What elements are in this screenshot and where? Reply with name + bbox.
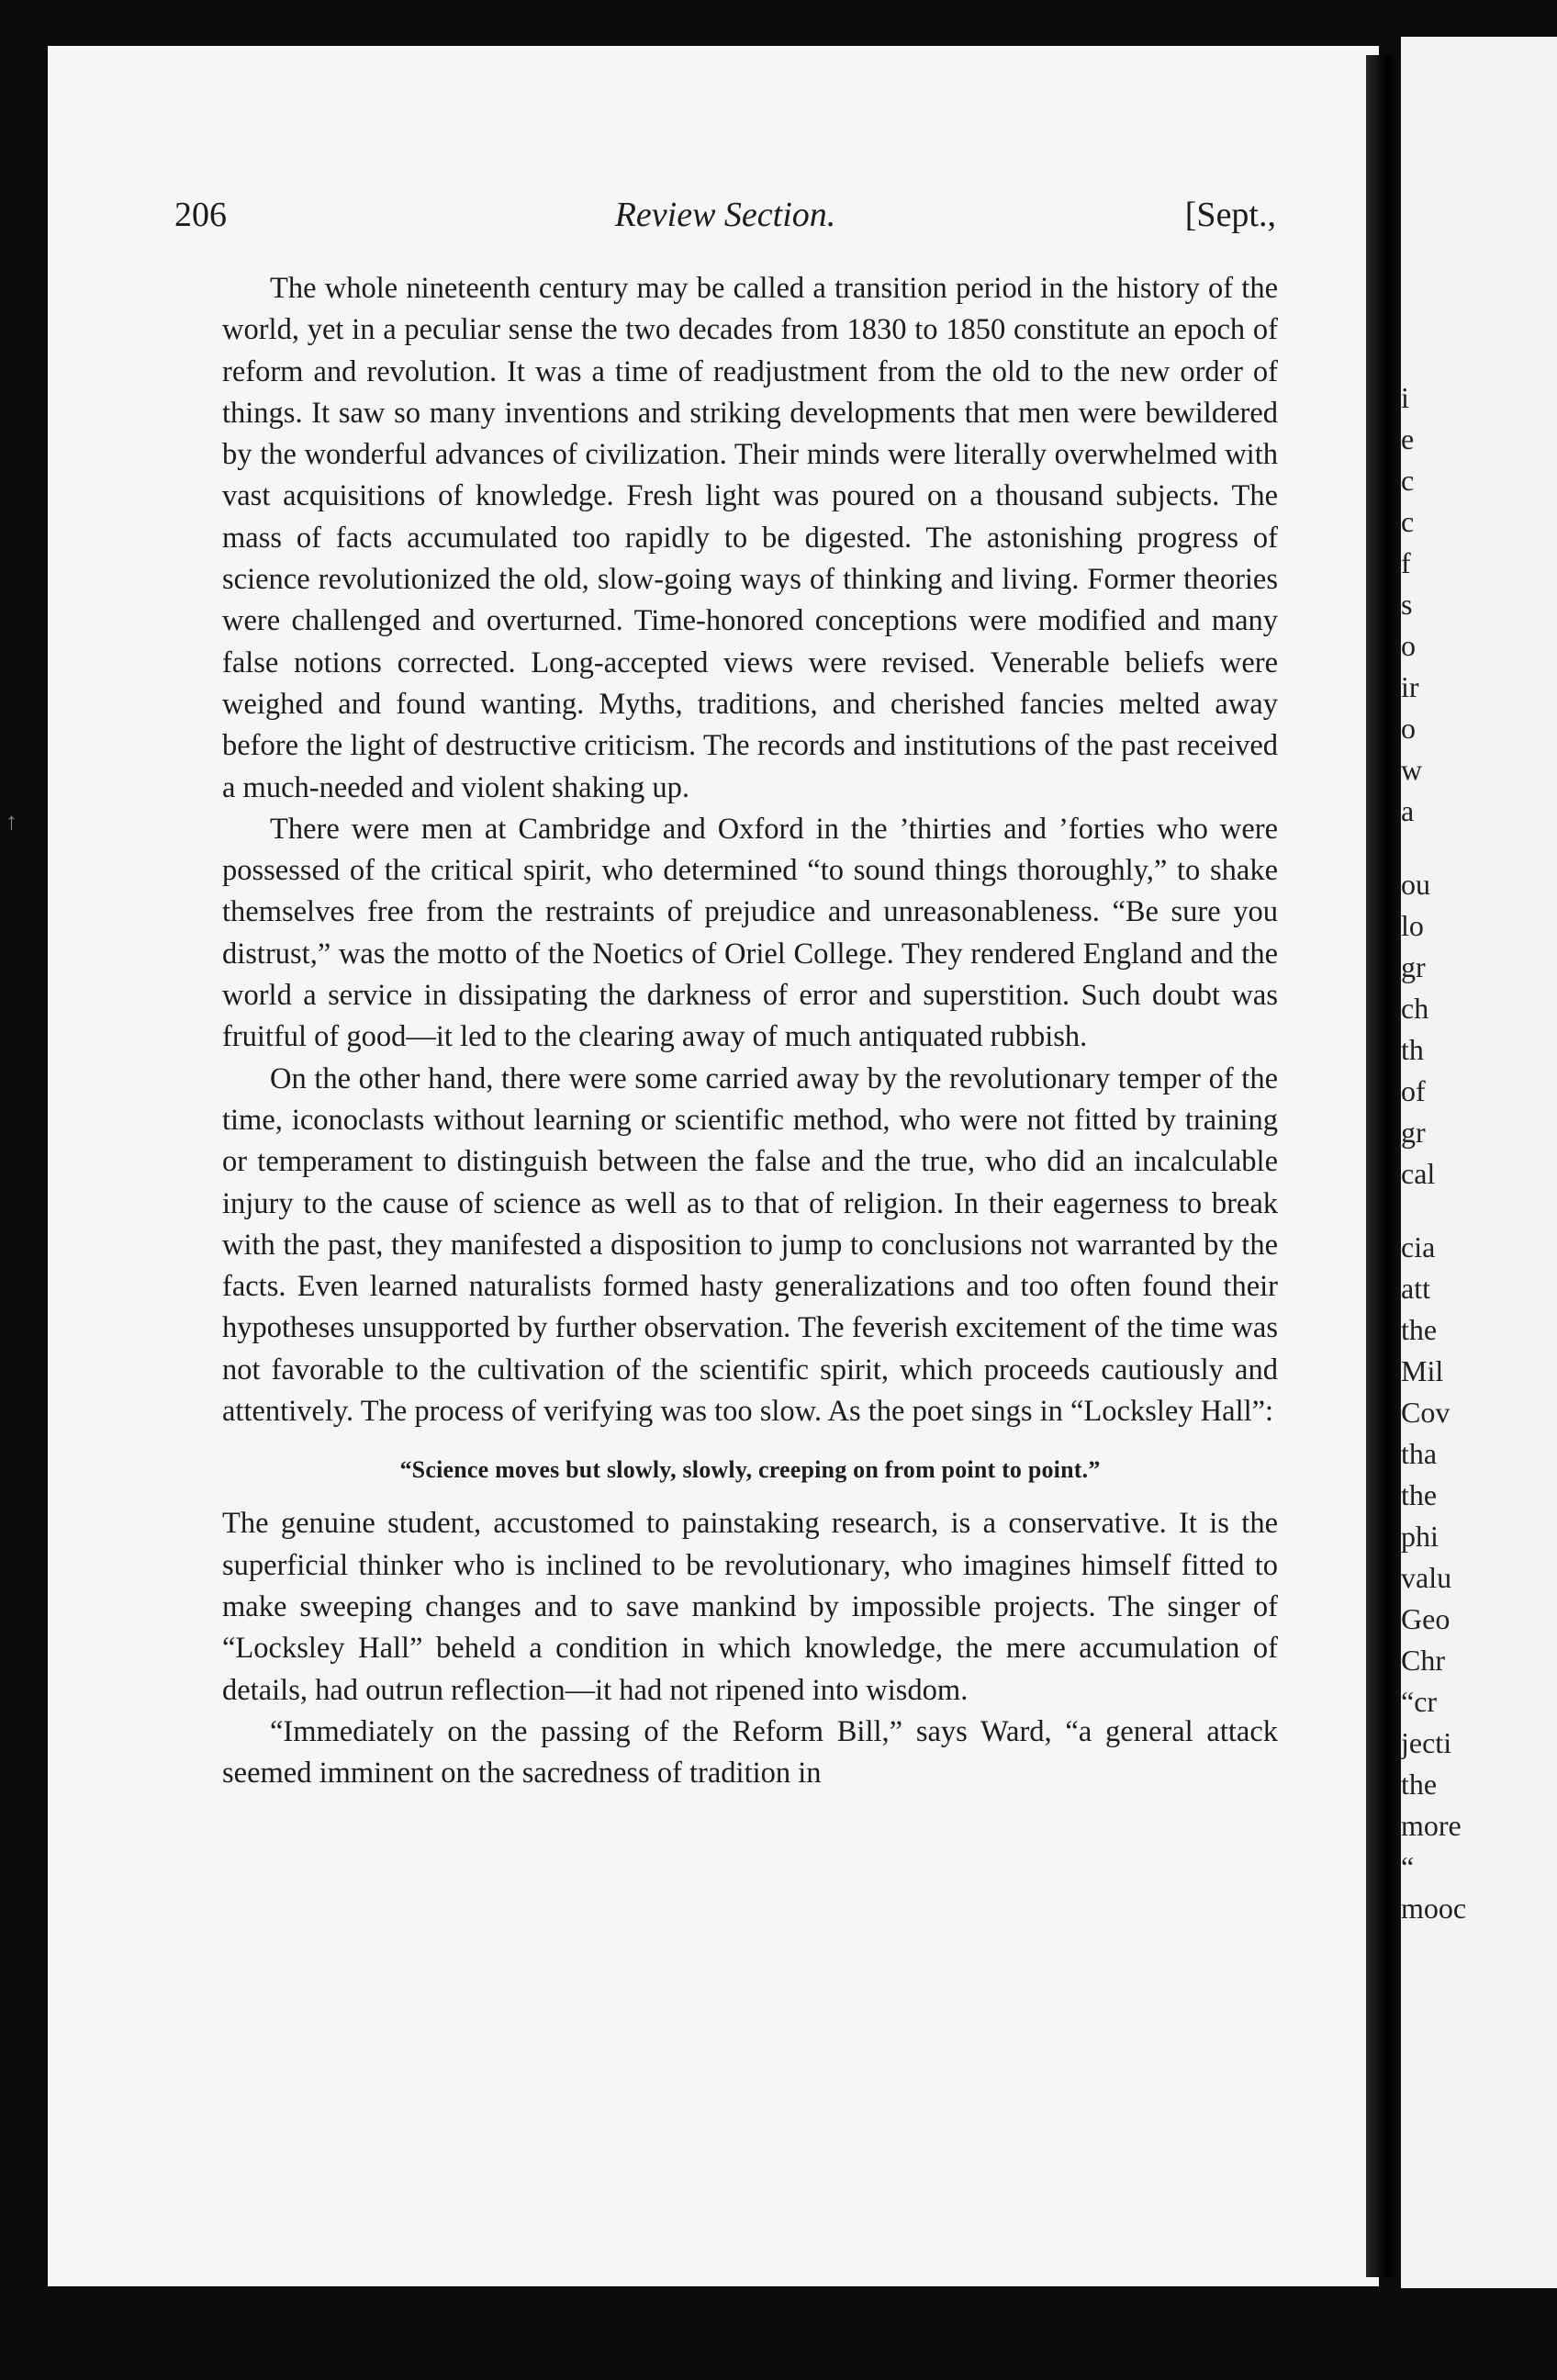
- facing-page-fragment: mooc: [1401, 1892, 1467, 1925]
- page-number: 206: [174, 196, 227, 234]
- facing-page-fragment: f: [1401, 546, 1411, 579]
- facing-page-fragment: gr: [1401, 1116, 1426, 1149]
- facing-page-fragment: s: [1401, 588, 1413, 621]
- facing-page-fragment: the: [1401, 1313, 1438, 1346]
- facing-page-fragment: e: [1401, 422, 1415, 455]
- facing-page-fragment: “: [1401, 1850, 1415, 1883]
- facing-page-fragment: ir: [1401, 670, 1419, 703]
- paragraph: The genuine student, accustomed to painstaking research, is a conservative. It is the superficial thinker who is inclined to be revolutionary, who imagines himself fitted to make sweeping changes and to save mankind by impossible projects. The singer of “Locksley Hall” beheld a condition in which knowledge, the mere accumulation of details, had outrun reflection—it had not ripened into wisdom.: [222, 1507, 1278, 1707]
- paragraph: “Immediately on the passing of the Reform Bill,” says Ward, “a general attack seemed imminent on the sacredness of tradition in: [222, 1714, 1278, 1791]
- facing-page-fragment: o: [1401, 712, 1416, 745]
- facing-page-fragment: Chr: [1401, 1644, 1445, 1677]
- facing-page-fragment: w: [1401, 753, 1423, 786]
- facing-page-fragment: jecti: [1401, 1726, 1452, 1759]
- facing-page-fragment: lo: [1401, 909, 1424, 942]
- facing-page-fragment: th: [1401, 1033, 1424, 1066]
- facing-page-fragment: tha: [1401, 1437, 1438, 1470]
- facing-page-fragment: Mil: [1401, 1354, 1444, 1387]
- paragraph: On the other hand, there were some carried away by the revolutionary temper of the time, iconoclasts without learning or scientific method, who were not fitted by training or temperament to distinguish between the false and the true, who did an incalculable injury to the cause of science as well as to that of religion. In their eagerness to break with the past, they manifested a disposition to jump to conclusions not warranted by the facts. Even learned naturalists formed hasty generalizations and too often found their hypotheses unsupported by further observation. The feverish excitement of the time was not favorable to the cultivation of the scientific spirit, which proceeds cautiously and attentively. The process of verifying was too slow. As the poet sings in “Locksley Hall”:: [222, 1061, 1278, 1429]
- facing-page-fragment: of: [1401, 1074, 1426, 1107]
- facing-page-fragment: c: [1401, 464, 1415, 497]
- facing-page-fragment: more: [1401, 1809, 1462, 1842]
- block-quote: “Science moves but slowly, slowly, creeping on from point to point.”: [399, 1456, 1101, 1484]
- facing-page-fragment: the: [1401, 1768, 1438, 1801]
- facing-page-fragment: o: [1401, 629, 1416, 662]
- facing-page-fragment: the: [1401, 1478, 1438, 1511]
- facing-page-fragment: cal: [1401, 1157, 1436, 1190]
- facing-page-fragment: “cr: [1401, 1685, 1438, 1718]
- facing-page-fragment: phi: [1401, 1520, 1439, 1553]
- facing-page-fragment: Cov: [1401, 1396, 1451, 1429]
- facing-page-fragment: gr: [1401, 950, 1426, 983]
- edge-mark: ↑: [6, 808, 17, 835]
- facing-page-fragment: Geo: [1401, 1602, 1451, 1635]
- body-text: [222, 268, 1278, 1794]
- facing-page-fragment: i: [1401, 381, 1409, 414]
- paragraph: There were men at Cambridge and Oxford in the ’thirties and ’forties who were possessed of the critical spirit, who determined “to sound things thoroughly,” to shake themselves free from the restraints of prejudice and unreasonableness. “Be sure you distrust,” was the motto of the Noetics of Oriel College. They rendered England and the world a service in dissipating the darkness of error and superstition. Such doubt was fruitful of good—it led to the clearing away of much antiquated rubbish.: [222, 812, 1278, 1054]
- facing-page-fragment: cia: [1401, 1230, 1436, 1263]
- running-header: [174, 195, 1276, 250]
- paragraph: The whole nineteenth century may be called a transition period in the history of the world, yet in a peculiar sense the two decades from 1830 to 1850 constitute an epoch of reform and revolution. It was a time of readjustment from the old to the new order of things. It saw so many inventions and striking developments that men were bewildered by the wonderful advances of civilization. Their minds were literally overwhelmed with vast acquisitions of knowledge. Fresh light was poured on a thousand subjects. The mass of facts accumulated too rapidly to be digested. The astonishing progress of science revolutionized the old, slow-going ways of thinking and living. Former theories were challenged and overturned. Time-honored conceptions were modified and many false notions corrected. Long-accepted views were revised. Venerable beliefs were weighed and found wanting. Myths, traditions, and cherished fancies melted away before the light of destructive criticism. The records and institutions of the past received a much-needed and violent shaking up.: [222, 272, 1278, 804]
- book-gutter: [1366, 55, 1401, 2277]
- running-date: [Sept.,: [1184, 196, 1276, 234]
- facing-page: [1401, 37, 1557, 2288]
- facing-page-fragment: ch: [1401, 992, 1429, 1025]
- facing-page-fragment: c: [1401, 505, 1415, 538]
- facing-page-fragment: a: [1401, 794, 1415, 827]
- facing-page-fragment: att: [1401, 1272, 1430, 1305]
- facing-page-fragment: ou: [1401, 868, 1430, 901]
- section-title: Review Section.: [614, 196, 836, 234]
- facing-page-fragment: valu: [1401, 1561, 1452, 1594]
